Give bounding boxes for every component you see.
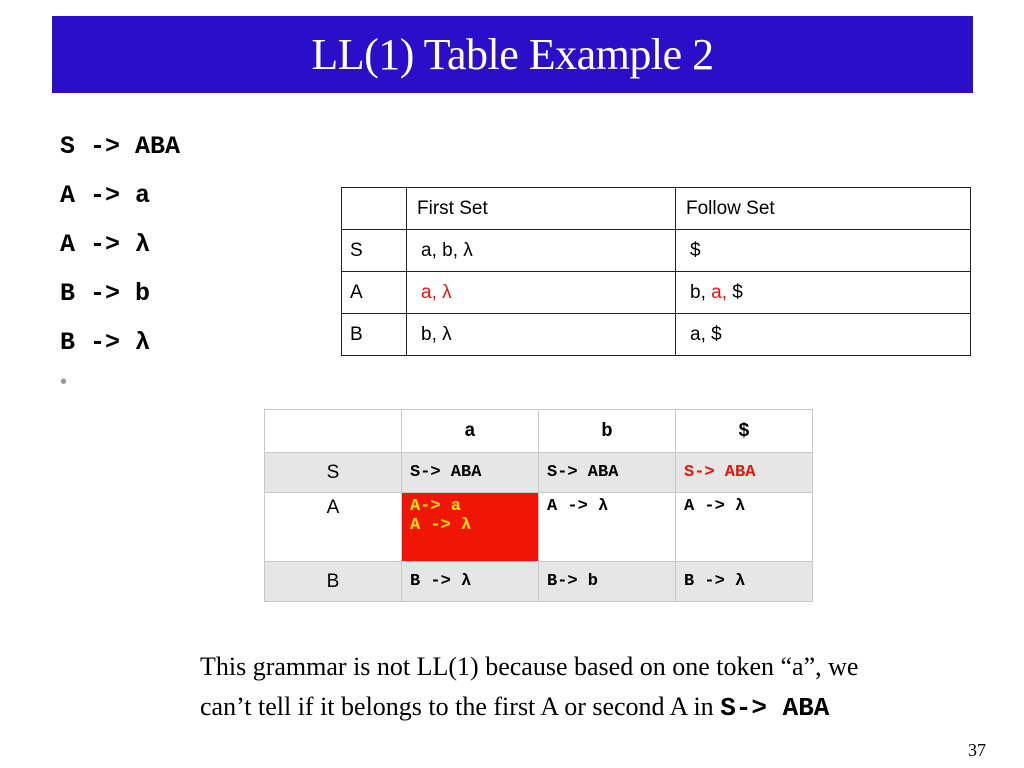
grammar-rule: B -> b xyxy=(60,279,151,308)
ll1-parse-table xyxy=(264,409,813,602)
grammar-rule: A -> λ xyxy=(60,230,151,259)
header-cell: b xyxy=(539,410,676,453)
slide-title: LL(1) Table Example 2 xyxy=(311,30,714,79)
empty-bullet: • xyxy=(60,371,68,393)
note-code: S-> ABA xyxy=(720,693,830,723)
header-cell: a xyxy=(402,410,539,453)
follow-set-cell: $ xyxy=(676,230,971,272)
grammar-rule: A -> a xyxy=(60,181,151,210)
production-cell: S-> ABA xyxy=(539,453,676,493)
nonterminal-cell: B xyxy=(265,562,402,602)
table-row xyxy=(265,453,813,493)
nonterminal-cell: A xyxy=(342,272,407,314)
title-bar xyxy=(52,16,973,93)
grammar-rules xyxy=(60,122,180,397)
table-header-row xyxy=(342,188,971,230)
header-cell xyxy=(265,410,402,453)
table-row xyxy=(265,562,813,602)
production-cell: S-> ABA xyxy=(676,453,813,493)
production-cell: B-> b xyxy=(539,562,676,602)
production-cell: A -> λ xyxy=(539,493,676,562)
nonterminal-cell: A xyxy=(265,493,402,562)
nonterminal-cell: S xyxy=(342,230,407,272)
nonterminal-cell: S xyxy=(265,453,402,493)
first-set-cell: a, b, λ xyxy=(407,230,676,272)
follow-set-cell xyxy=(676,272,971,314)
first-follow-table xyxy=(341,187,971,356)
production-cell: B -> λ xyxy=(676,562,813,602)
follow-part-highlight: a, xyxy=(711,281,727,303)
first-set-cell: a, λ xyxy=(407,272,676,314)
table-row xyxy=(265,493,813,562)
header-cell xyxy=(342,188,407,230)
explanation-note xyxy=(200,647,900,728)
follow-set-cell: a, $ xyxy=(676,314,971,356)
production-cell: S-> ABA xyxy=(402,453,539,493)
first-set-cell: b, λ xyxy=(407,314,676,356)
follow-part: $ xyxy=(732,281,743,303)
nonterminal-cell: B xyxy=(342,314,407,356)
header-cell: Follow Set xyxy=(676,188,971,230)
production-entry: A-> a xyxy=(410,497,462,516)
table-header-row xyxy=(265,410,813,453)
page-number: 37 xyxy=(968,740,986,760)
grammar-rule: S -> ABA xyxy=(60,132,181,161)
table-row xyxy=(342,230,971,272)
header-cell: $ xyxy=(676,410,813,453)
grammar-rule: B -> λ xyxy=(60,328,151,357)
table-row xyxy=(342,314,971,356)
table-row xyxy=(342,272,971,314)
conflict-cell xyxy=(402,493,539,562)
production-entry: A -> λ xyxy=(410,516,472,535)
production-cell: A -> λ xyxy=(676,493,813,562)
note-text: This grammar is not LL(1) because based on one token “a”, we can’t tell if it belongs to the first A or second A in xyxy=(200,652,859,721)
follow-part: b, xyxy=(690,281,706,303)
production-cell: B -> λ xyxy=(402,562,539,602)
header-cell: First Set xyxy=(407,188,676,230)
